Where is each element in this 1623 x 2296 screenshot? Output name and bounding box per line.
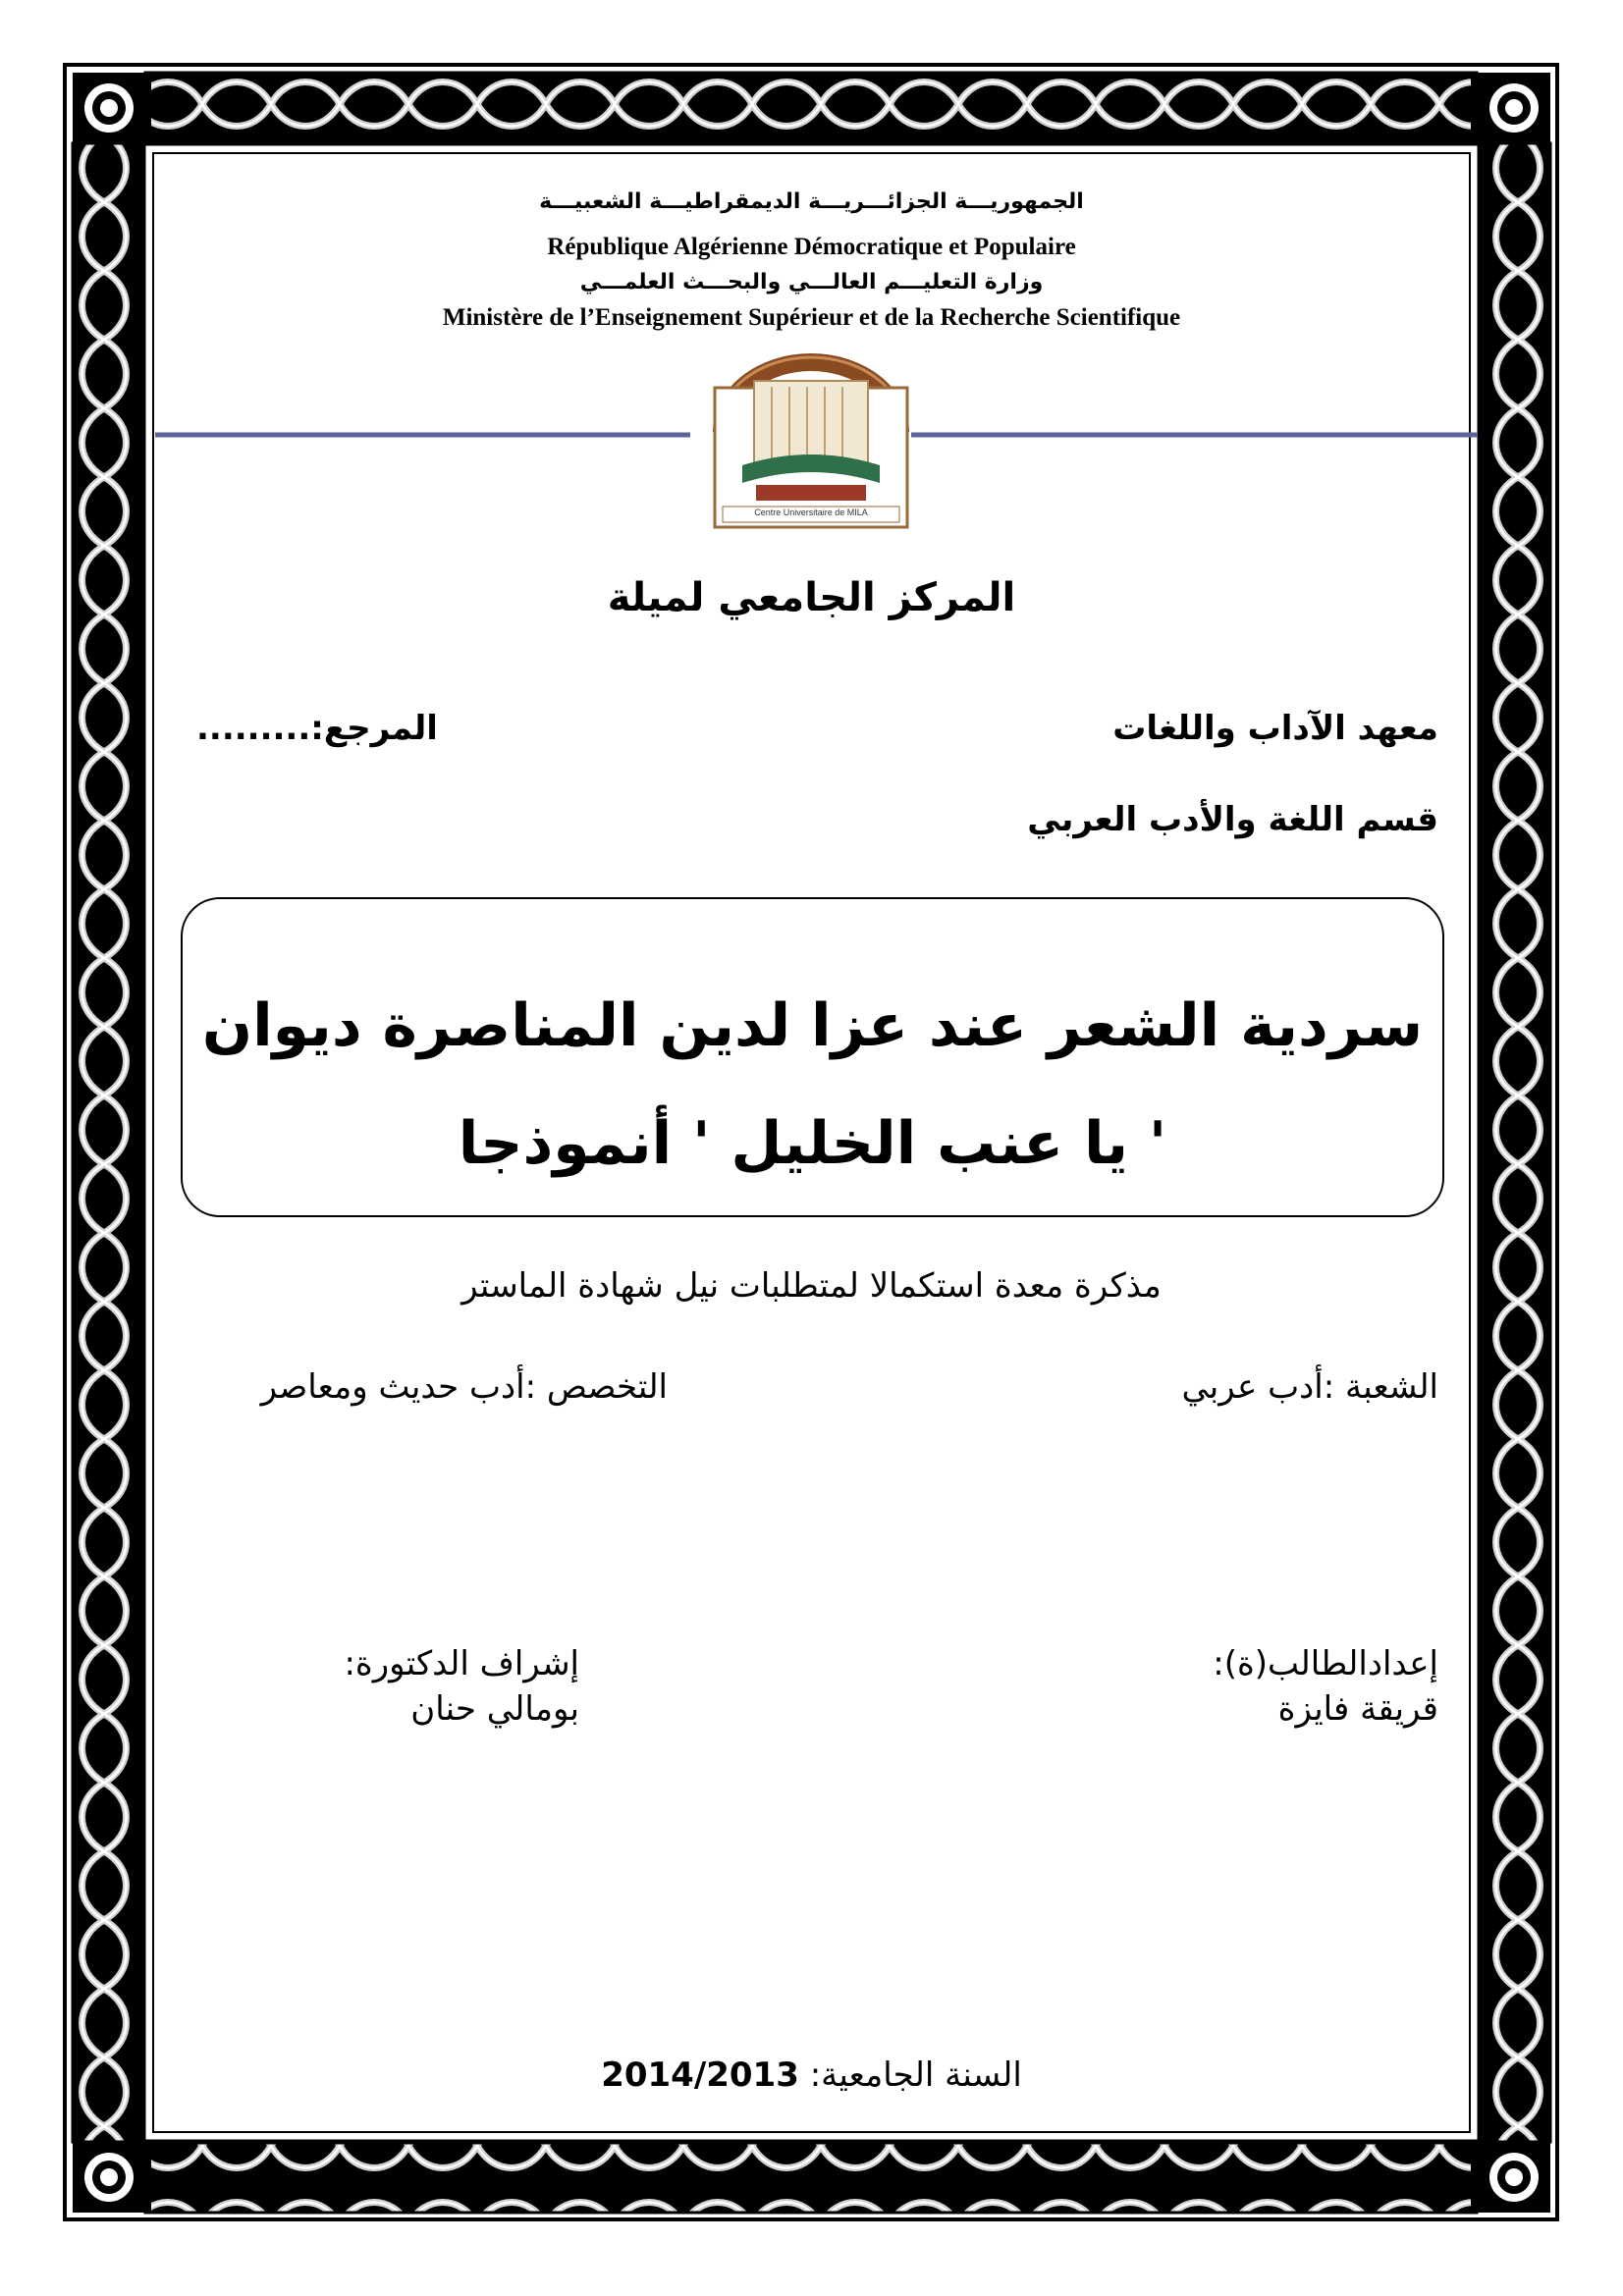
- university-logo: [713, 353, 909, 527]
- corner-ornament-bottom-right: [1478, 2142, 1550, 2213]
- corner-ornament-top-left: [73, 73, 145, 143]
- thesis-title-line-2: ' يا عنب الخليل ' أنموذجا: [458, 1109, 1167, 1178]
- thesis-title-line-1: سردية الشعر عند عزا لدين المناصرة ديوان: [201, 991, 1424, 1060]
- ministry-name-arabic: وزارة التعليـــم العالـــي والبحـــث العلمـــي: [579, 270, 1044, 294]
- branch-field: الشعبة :أدب عربي: [1181, 1367, 1438, 1407]
- corner-ornament-bottom-left: [73, 2142, 145, 2213]
- academic-year-label: السنة الجامعية:: [809, 2056, 1022, 2095]
- republic-name-arabic: الجمهوريـــة الجزائـــريـــة الديمقراطيـــة الشعبيـــة: [539, 189, 1084, 214]
- university-center-name: المركز الجامعي لميلة: [607, 575, 1016, 620]
- academic-year-value: 2014/2013: [601, 2056, 799, 2095]
- reference-number: المرجع:.........: [196, 709, 438, 748]
- republic-name-french: République Algérienne Démocratique et Populaire: [547, 234, 1076, 260]
- student-name: قريقة فايزة: [1277, 1689, 1438, 1729]
- department-name: قسم اللغة والأدب العربي: [1027, 800, 1438, 839]
- corner-ornament-top-right: [1478, 73, 1550, 143]
- thesis-purpose: مذكرة معدة استكمالا لمتطلبات نيل شهادة الماستر: [461, 1266, 1162, 1306]
- specialty-field: التخصص :أدب حديث ومعاصر: [260, 1367, 668, 1407]
- logo-caption: Centre Universitaire de MILA: [754, 507, 868, 517]
- supervisor-label: إشراف الدكتورة:: [344, 1644, 579, 1683]
- academic-year: [0, 2056, 1623, 2095]
- ministry-name-french: Ministère de l’Enseignement Supérieur et de la Recherche Scientifique: [442, 304, 1181, 331]
- supervisor-name: بومالي حنان: [410, 1689, 579, 1729]
- institute-name: معهد الآداب واللغات: [1112, 709, 1438, 748]
- student-label: إعدادالطالب(ة):: [1213, 1644, 1438, 1683]
